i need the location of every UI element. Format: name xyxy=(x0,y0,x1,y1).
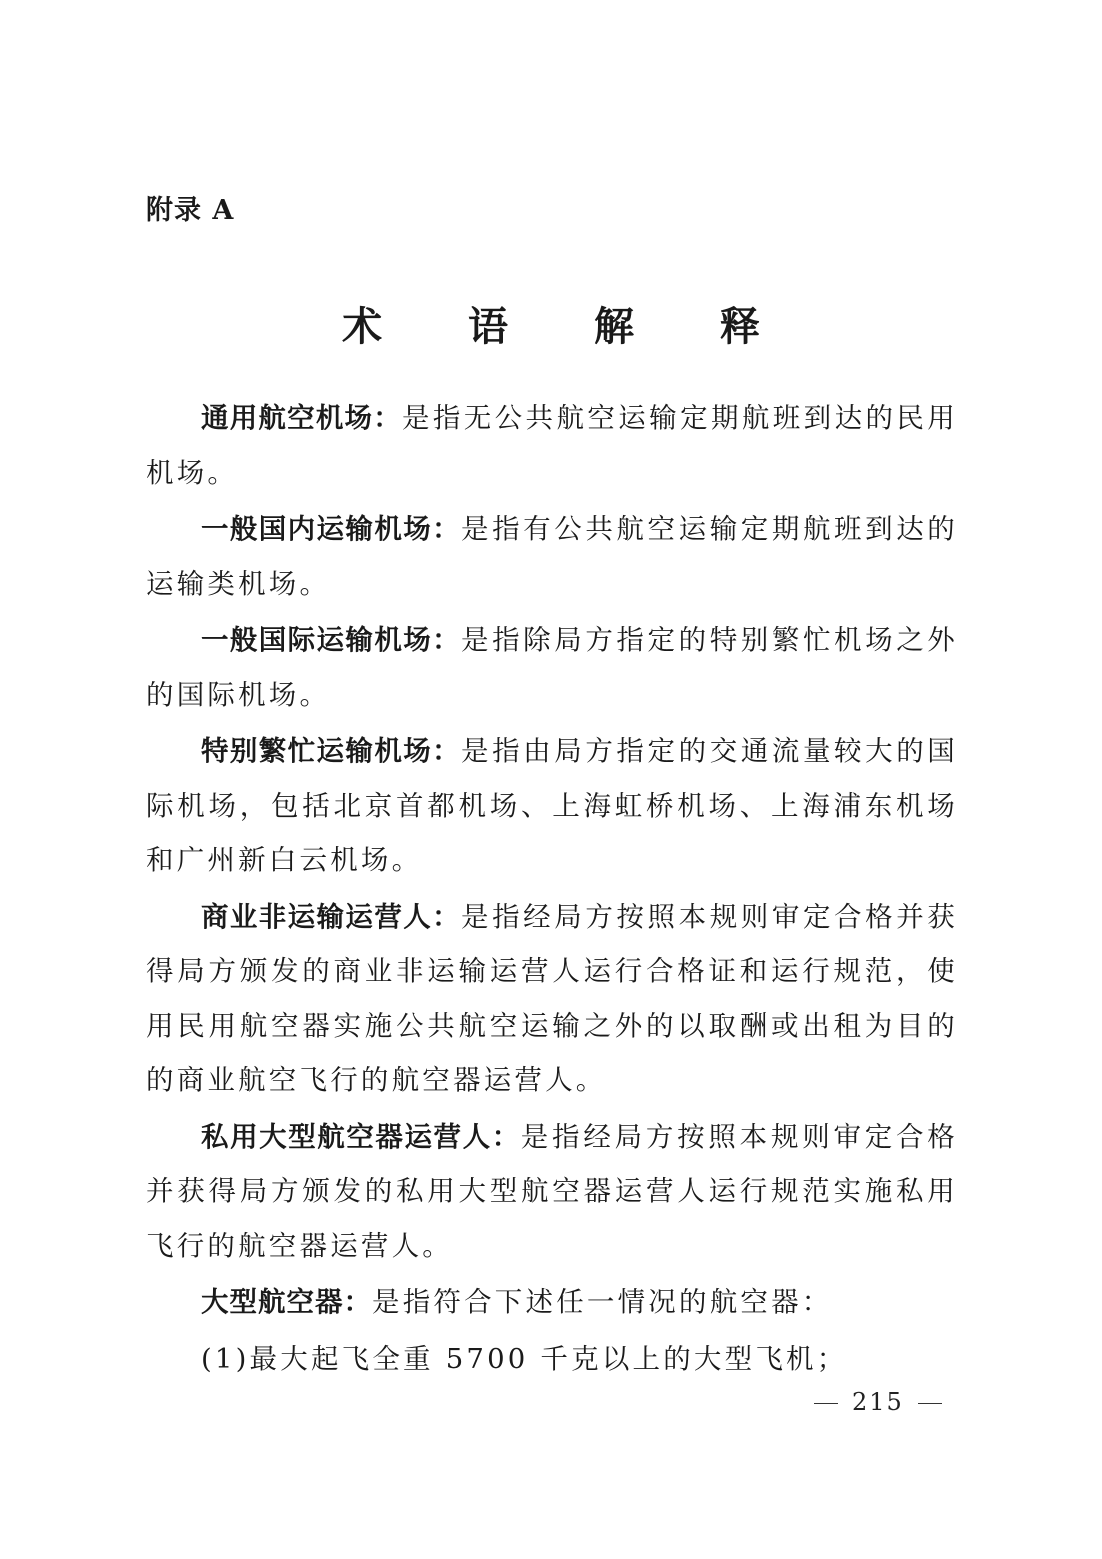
term-label: 商业非运输运营人： xyxy=(201,900,461,933)
definitions-body xyxy=(146,391,958,1388)
term-label: 一般国际运输机场： xyxy=(201,624,461,656)
page-number: 215 xyxy=(852,1388,904,1416)
page-number-footer xyxy=(800,1388,956,1416)
dash-right xyxy=(918,1403,942,1404)
definition-paragraph xyxy=(146,1275,958,1330)
definition-paragraph xyxy=(146,391,958,500)
page-title: 术 语 解 释 xyxy=(342,303,796,350)
term-definition: 是指经局方按照本规则审定合格并获得局方颁发的私用大型航空器运营人运行规范实施私用飞行的航空器运营人。 xyxy=(146,1120,958,1262)
list-item: (1)最大起飞全重 5700 千克以上的大型飞机； xyxy=(201,1342,848,1375)
term-label: 私用大型航空器运营人： xyxy=(201,1120,521,1153)
definition-paragraph xyxy=(146,724,958,888)
term-label: 通用航空机场： xyxy=(201,402,402,434)
term-definition: 是指由局方指定的交通流量较大的国际机场，包括北京首都机场、上海虹桥机场、上海浦东机场和广州新白云机场。 xyxy=(146,735,959,876)
term-definition: 是指经局方按照本规则审定合格并获得局方颁发的商业非运输运营人运行合格证和运行规范，使用民用航空器实施公共航空运输之外的以取酬或出租为目的的商业航空飞行的航空器运营人。 xyxy=(146,900,959,1096)
appendix-label: 附录 A xyxy=(146,195,235,226)
definition-paragraph xyxy=(146,1110,958,1274)
dash-left xyxy=(814,1403,838,1404)
term-label: 一般国内运输机场： xyxy=(201,513,461,545)
term-definition: 是指符合下述任一情况的航空器： xyxy=(372,1286,833,1318)
definition-paragraph xyxy=(146,502,958,611)
term-label: 大型航空器： xyxy=(201,1286,372,1318)
definition-paragraph xyxy=(146,890,958,1108)
term-definition: 是指除局方指定的特别繁忙机场之外的国际机场。 xyxy=(146,624,959,711)
term-label: 特别繁忙运输机场： xyxy=(201,735,461,767)
term-definition: 是指无公共航空运输定期航班到达的民用机场。 xyxy=(146,402,959,489)
term-definition: 是指有公共航空运输定期航班到达的运输类机场。 xyxy=(146,513,959,600)
definition-paragraph xyxy=(146,613,958,722)
